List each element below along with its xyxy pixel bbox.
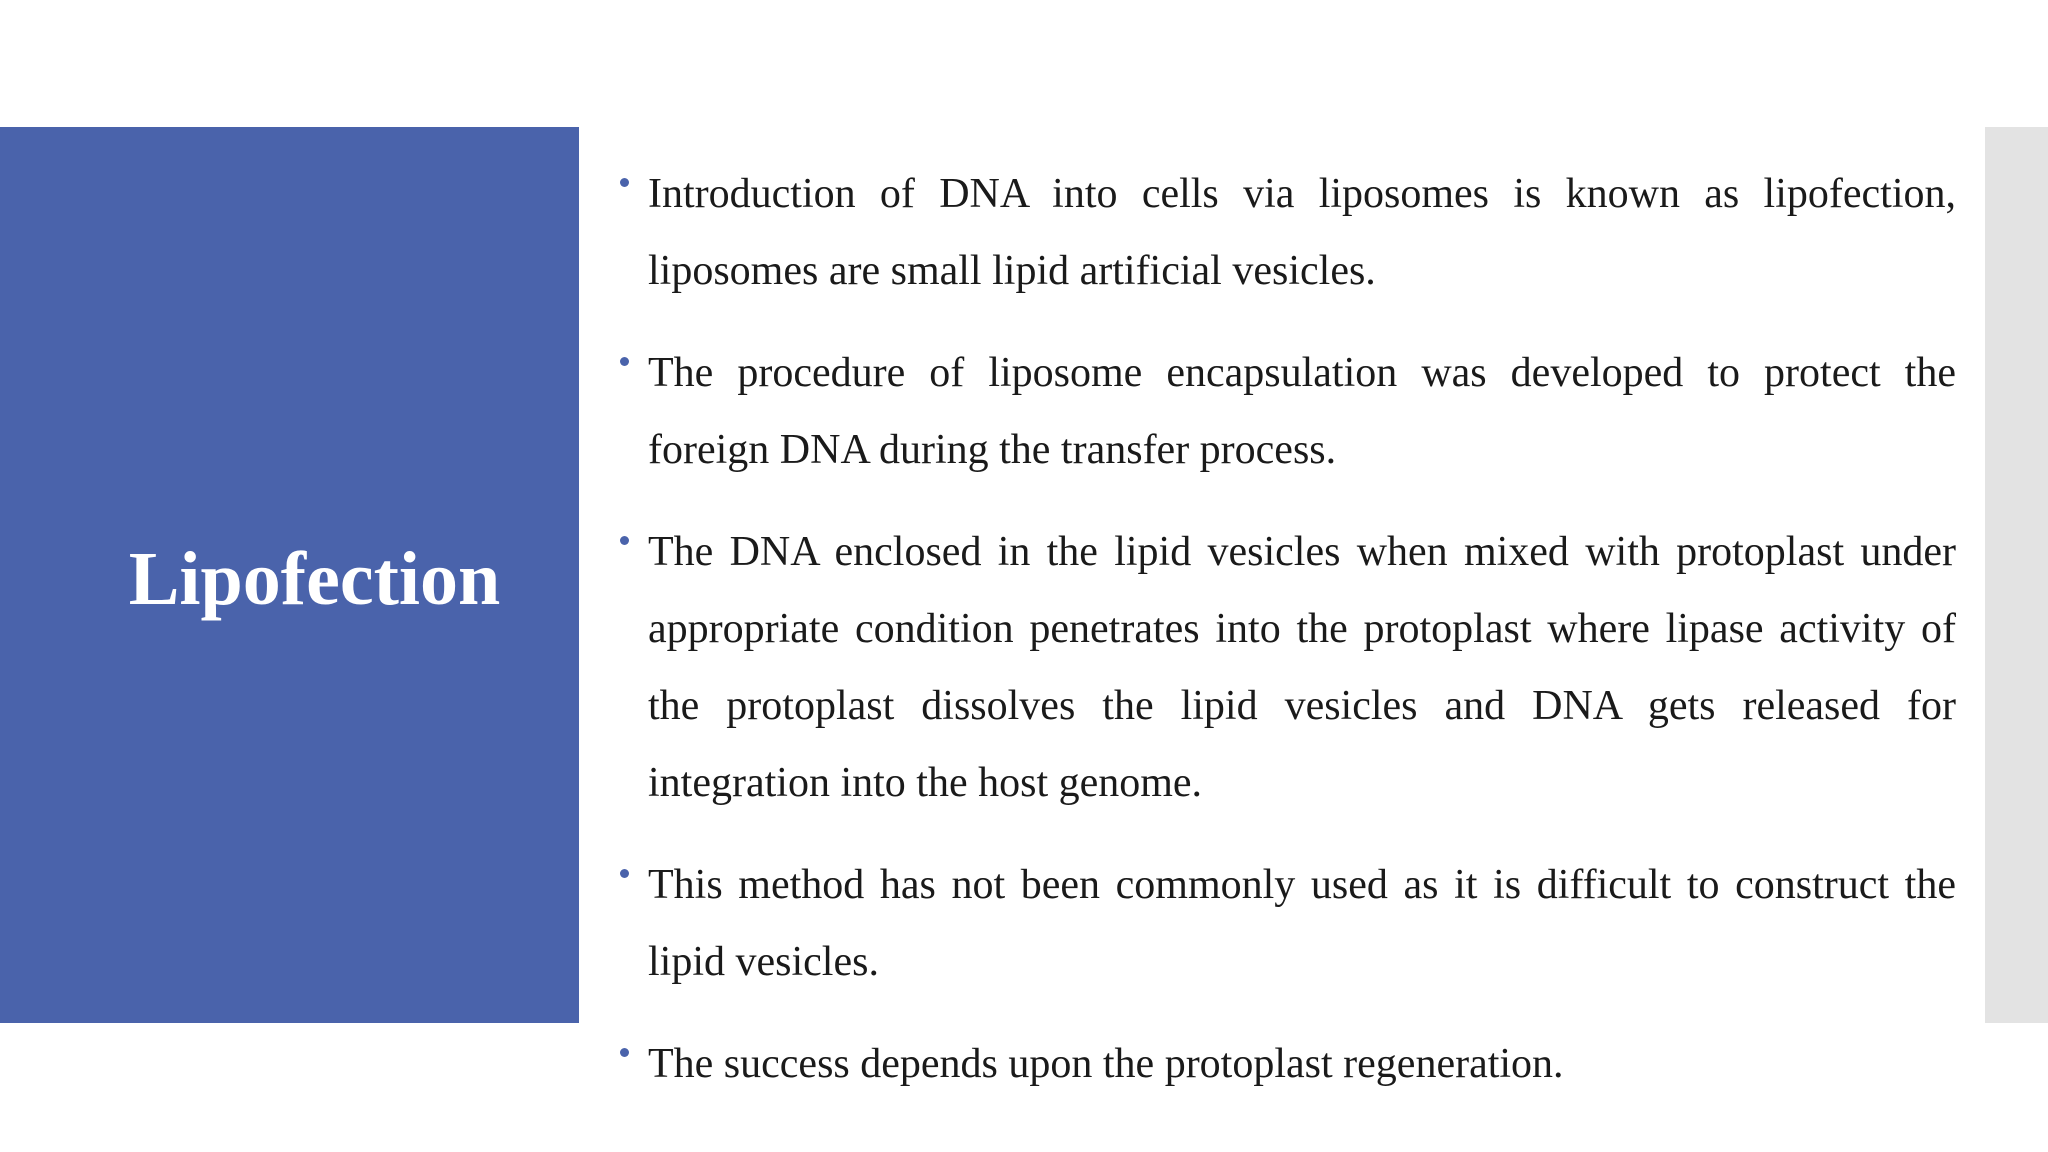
bullet-dot-icon [620, 869, 629, 878]
title-panel [0, 127, 579, 1023]
bullet-item [618, 847, 1956, 1001]
bullet-dot-icon [620, 178, 629, 187]
bullet-text: The DNA enclosed in the lipid vesicles when mixed with protoplast under appropriate condition penetrates into the protoplast where lipase activity of the protoplast dissolves the lipid vesicles and DNA gets released for integration into the host genome. [648, 529, 1956, 806]
bullet-text: This method has not been commonly used as it is difficult to construct the lipid vesicles. [648, 862, 1956, 985]
bullet-item [618, 1026, 1956, 1103]
bullet-text: Introduction of DNA into cells via liposomes is known as lipofection, liposomes are small lipid artificial vesicles. [648, 171, 1956, 294]
slide-title: Lipofection [128, 537, 501, 621]
bullet-dot-icon [620, 536, 629, 545]
bullet-dot-icon [620, 357, 629, 366]
bullet-list [618, 156, 1956, 1128]
bullet-text: The procedure of liposome encapsulation was developed to protect the foreign DNA during the transfer process. [648, 350, 1956, 473]
bullet-item [618, 156, 1956, 310]
right-sidebar-bar [1985, 127, 2048, 1023]
bullet-item [618, 335, 1956, 489]
bullet-text: The success depends upon the protoplast regeneration. [648, 1041, 1564, 1087]
bullet-dot-icon [620, 1048, 629, 1057]
bullet-item [618, 514, 1956, 822]
